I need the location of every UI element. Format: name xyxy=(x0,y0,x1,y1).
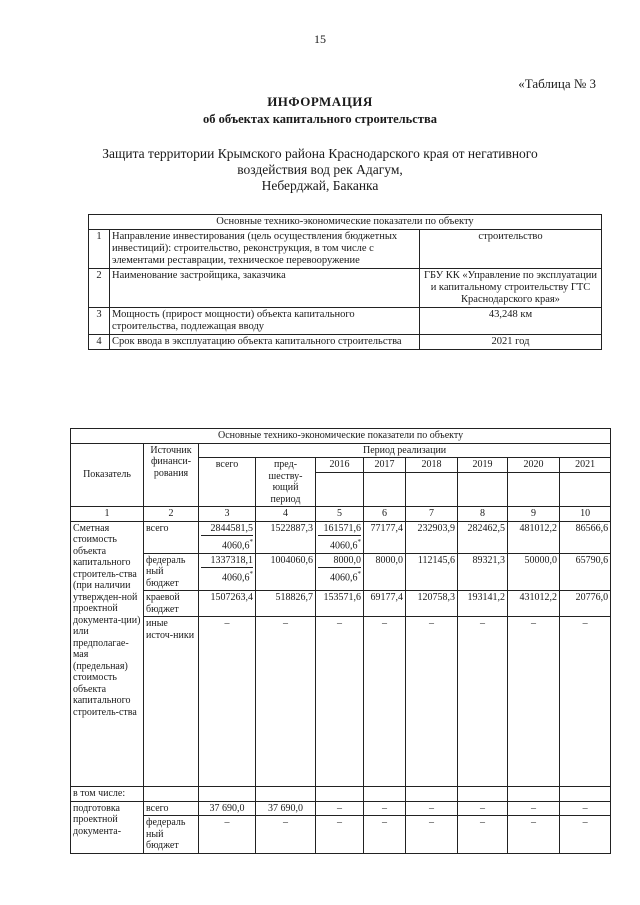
project-line: Защита территории Крымского района Краснодарского края от негативного xyxy=(102,146,538,161)
cell-previous: – xyxy=(256,617,316,787)
column-number: 8 xyxy=(458,507,508,522)
cell-2019: 282462,5 xyxy=(458,521,508,553)
cell-2019: 89321,3 xyxy=(458,553,508,591)
cell-2020: – xyxy=(508,617,560,787)
cell-total: – xyxy=(199,816,256,854)
column-header-indicator: Показатель xyxy=(71,443,144,507)
cell-2016: – xyxy=(316,617,364,787)
column-number: 7 xyxy=(406,507,458,522)
project-line: воздействия вод рек Адагум, xyxy=(237,162,403,177)
cell-2021: 65790,6 xyxy=(560,553,611,591)
column-header-year: 2016 xyxy=(316,458,364,473)
column-number: 9 xyxy=(508,507,560,522)
cell-total: – xyxy=(199,617,256,787)
indicators-table xyxy=(88,214,602,350)
cell-2017: – xyxy=(364,816,406,854)
cell-total: 2844581,5 4060,6* xyxy=(199,521,256,553)
cell-2018: 232903,9 xyxy=(406,521,458,553)
cell-2018: – xyxy=(406,617,458,787)
row-number: 3 xyxy=(89,308,110,335)
cell-previous: 37 690,0 xyxy=(256,801,316,816)
table-row xyxy=(71,553,611,591)
row-value: строительство xyxy=(420,230,602,269)
cell-total: 1337318,1 4060,6* xyxy=(199,553,256,591)
indicator-cost: Сметная стоимость объекта капитального строитель-ства (при наличии утвержден-ной проектной документа-ции) или предполагае-мая (предельная) стоимость объекта капитального строитель-ства xyxy=(71,521,144,787)
row-number: 2 xyxy=(89,269,110,308)
including-label: в том числе: xyxy=(71,787,144,802)
row-value: ГБУ КК «Управление по эксплуатации и капитальному строительству ГТС Краснодарского края» xyxy=(420,269,602,308)
cell-2017: 8000,0 xyxy=(364,553,406,591)
row-label: Мощность (прирост мощности) объекта капитального строительства, подлежащая вводу xyxy=(110,308,420,335)
table-row xyxy=(89,308,602,335)
cell-2018: 120758,3 xyxy=(406,591,458,617)
cell-2017: 77177,4 xyxy=(364,521,406,553)
table-header-row xyxy=(89,215,602,230)
table-row xyxy=(71,816,611,854)
cell-2020: 431012,2 xyxy=(508,591,560,617)
cell-2016: – xyxy=(316,816,364,854)
row-number: 4 xyxy=(89,335,110,350)
table-row xyxy=(89,335,602,350)
cell-2016: 161571,6 4060,6* xyxy=(316,521,364,553)
cell-2016: – xyxy=(316,801,364,816)
table-row xyxy=(71,617,611,787)
project-line: Неберджай, Баканка xyxy=(261,178,379,193)
cell-2019: – xyxy=(458,816,508,854)
cell-2019: – xyxy=(458,617,508,787)
cell-2019: 193141,2 xyxy=(458,591,508,617)
table-row xyxy=(71,801,611,816)
cell-2017: – xyxy=(364,801,406,816)
cell-2021: – xyxy=(560,617,611,787)
cell-2020: 481012,2 xyxy=(508,521,560,553)
row-value: 43,248 км xyxy=(420,308,602,335)
table-row xyxy=(89,230,602,269)
column-header-previous: пред-шеству-ющий период xyxy=(256,458,316,507)
column-number: 1 xyxy=(71,507,144,522)
cell-previous: 1004060,6 xyxy=(256,553,316,591)
cell-previous: 518826,7 xyxy=(256,591,316,617)
row-label: Срок ввода в эксплуатацию объекта капитального строительства xyxy=(110,335,420,350)
document-subtitle: об объектах капитального строительства xyxy=(203,112,437,126)
source-federal: федераль ный бюджет xyxy=(144,816,199,854)
cell-2017: – xyxy=(364,617,406,787)
cell-previous: 1522887,3 xyxy=(256,521,316,553)
cell-2021: – xyxy=(560,816,611,854)
cell-previous: – xyxy=(256,816,316,854)
page-number: 15 xyxy=(314,32,326,46)
column-number: 3 xyxy=(199,507,256,522)
column-header-year: 2018 xyxy=(406,458,458,473)
column-header-year: 2017 xyxy=(364,458,406,473)
row-number: 1 xyxy=(89,230,110,269)
column-number: 2 xyxy=(144,507,199,522)
cell-2017: 69177,4 xyxy=(364,591,406,617)
column-header-year: 2020 xyxy=(508,458,560,473)
cell-2018: – xyxy=(406,801,458,816)
source-total: всего xyxy=(144,801,199,816)
cell-2016: 8000,0 4060,6* xyxy=(316,553,364,591)
cell-2020: – xyxy=(508,801,560,816)
source-total: всего xyxy=(144,521,199,553)
cell-2018: – xyxy=(406,816,458,854)
column-header-total: всего xyxy=(199,458,256,507)
cell-2020: 50000,0 xyxy=(508,553,560,591)
column-header-year: 2021 xyxy=(560,458,611,473)
cell-2021: – xyxy=(560,801,611,816)
table-row xyxy=(71,521,611,553)
row-value: 2021 год xyxy=(420,335,602,350)
column-number: 6 xyxy=(364,507,406,522)
cell-2021: 86566,6 xyxy=(560,521,611,553)
column-number: 4 xyxy=(256,507,316,522)
table-header: Основные технико-экономические показатели по объекту xyxy=(89,215,602,230)
row-label: Наименование застройщика, заказчика xyxy=(110,269,420,308)
source-federal: федераль ный бюджет xyxy=(144,553,199,591)
column-number: 5 xyxy=(316,507,364,522)
column-header-period: Период реализации xyxy=(199,443,611,458)
cell-2020: – xyxy=(508,816,560,854)
table-row xyxy=(71,787,611,802)
cell-2016: 153571,6 xyxy=(316,591,364,617)
cell-total: 1507263,4 xyxy=(199,591,256,617)
indicator-design: подготовка проектной документа- xyxy=(71,801,144,853)
cell-2019: – xyxy=(458,801,508,816)
column-header-year: 2019 xyxy=(458,458,508,473)
cell-total: 37 690,0 xyxy=(199,801,256,816)
column-header-source: Источник финанси-рования xyxy=(144,443,199,507)
table-row xyxy=(89,269,602,308)
project-name xyxy=(0,146,640,194)
cell-2021: 20776,0 xyxy=(560,591,611,617)
source-regional: краевой бюджет xyxy=(144,591,199,617)
row-label: Направление инвестирования (цель осуществления бюджетных инвестиций): строительство, реконструкция, в том числе с элементами реставрации, техническое перевооружение xyxy=(110,230,420,269)
document-title: ИНФОРМАЦИЯ xyxy=(267,94,373,109)
financing-table xyxy=(70,428,611,854)
cell-2018: 112145,6 xyxy=(406,553,458,591)
source-other: иные источ-ники xyxy=(144,617,199,787)
table-header: Основные технико-экономические показатели по объекту xyxy=(71,429,611,444)
table-row xyxy=(71,591,611,617)
column-number: 10 xyxy=(560,507,611,522)
table-label: «Таблица № 3 xyxy=(518,76,596,91)
